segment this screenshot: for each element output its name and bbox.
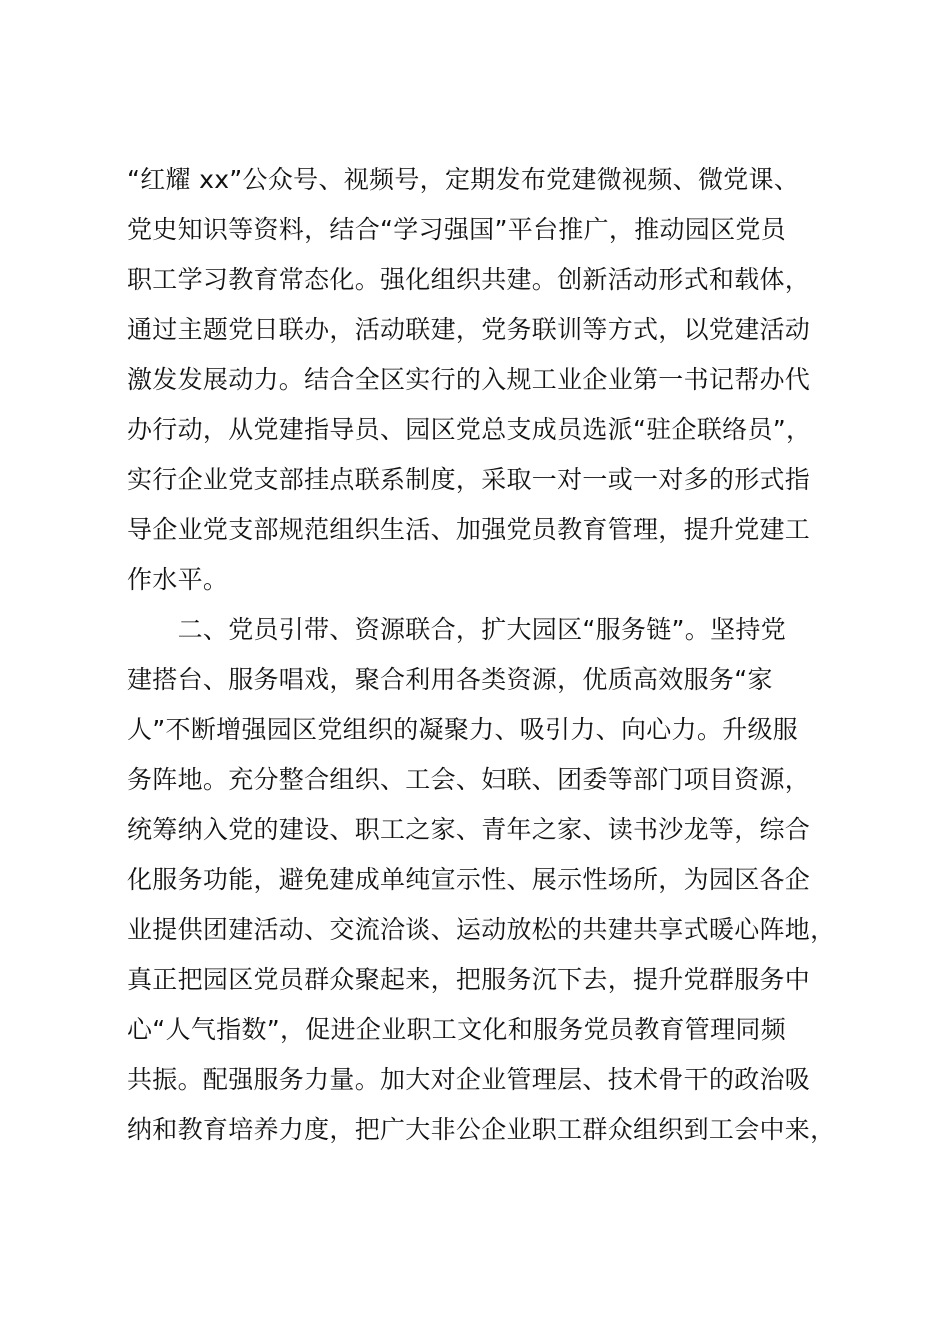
text-line: 统筹纳入党的建设、职工之家、青年之家、读书沙龙等，综合	[127, 815, 811, 844]
text-line: 激发发展动力。结合全区实行的入规工业企业第一书记帮办代	[127, 365, 811, 394]
text-line: 纳和教育培养力度，把广大非公企业职工群众组织到工会中来，	[127, 1115, 836, 1144]
text-line: 务阵地。充分整合组织、工会、妇联、团委等部门项目资源，	[127, 765, 811, 794]
text-line: 真正把园区党员群众聚起来，把服务沉下去，提升党群服务中	[127, 965, 811, 994]
text-line: “红耀 xx”公众号、视频号，定期发布党建微视频、微党课、	[127, 165, 800, 194]
text-line: 心“人气指数”，促进企业职工文化和服务党员教育管理同频	[127, 1015, 787, 1044]
text-line: 作水平。	[127, 565, 229, 594]
text-line: 业提供团建活动、交流洽谈、运动放松的共建共享式暖心阵地，	[127, 915, 836, 944]
text-line: 通过主题党日联办，活动联建，党务联训等方式，以党建活动	[127, 315, 811, 344]
text-line: 共振。配强服务力量。加大对企业管理层、技术骨干的政治吸	[127, 1065, 811, 1094]
text-line: 职工学习教育常态化。强化组织共建。创新活动形式和载体，	[127, 265, 811, 294]
text-line: 党史知识等资料，结合“学习强国”平台推广，推动园区党员	[127, 215, 787, 244]
text-line: 办行动，从党建指导员、园区党总支成员选派“驻企联络员”，	[127, 415, 812, 444]
text-line: 人”不断增强园区党组织的凝聚力、吸引力、向心力。升级服	[127, 715, 799, 744]
text-line: 建搭台、服务唱戏，聚合利用各类资源，优质高效服务“家	[127, 665, 773, 694]
text-line: 化服务功能，避免建成单纯宣示性、展示性场所，为园区各企	[127, 865, 811, 894]
section-heading-line: 二、党员引带、资源联合，扩大园区“服务链”。坚持党	[127, 615, 787, 644]
text-line: 实行企业党支部挂点联系制度，采取一对一或一对多的形式指	[127, 465, 811, 494]
text-line: 导企业党支部规范组织生活、加强党员教育管理，提升党建工	[127, 515, 811, 544]
body-text	[127, 155, 837, 1155]
